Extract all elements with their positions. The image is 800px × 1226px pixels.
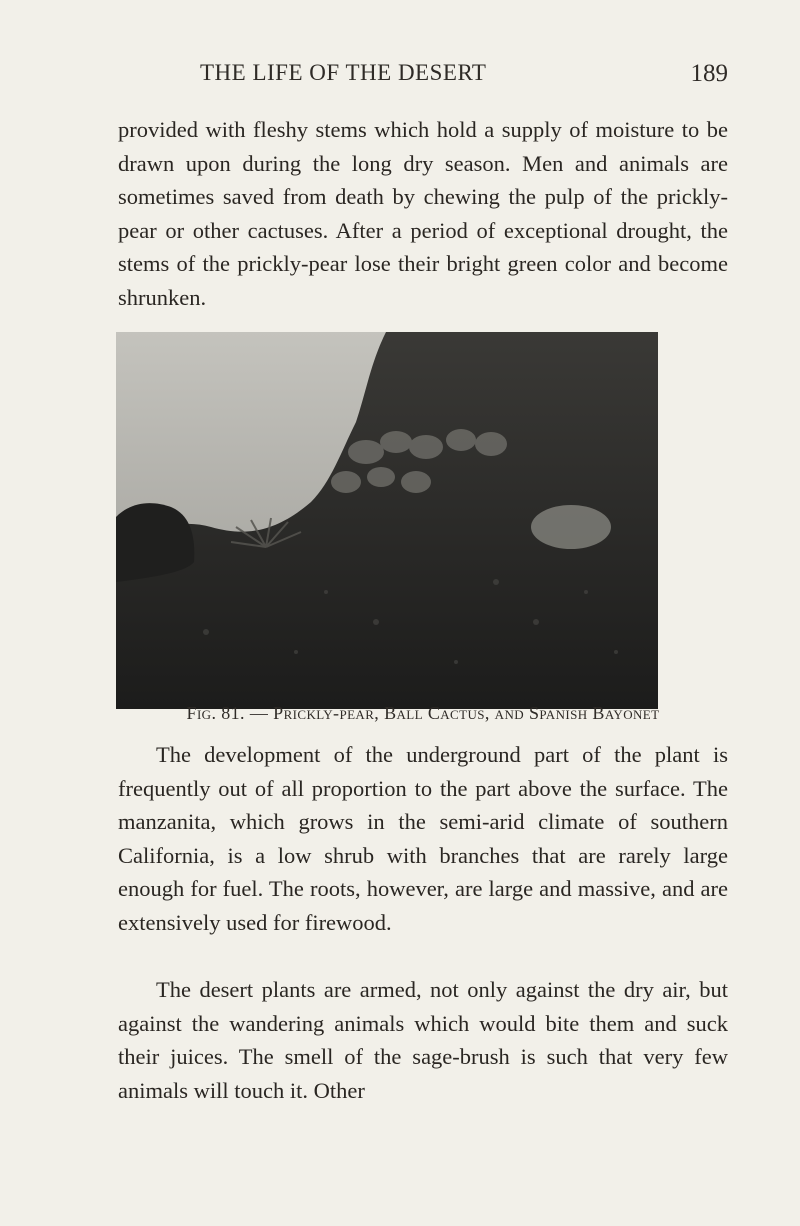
- paragraph-3: The desert plants are armed, not only against the dry air, but against the wandering animals which would bite them and suck their juices. The smell of the sage-brush is such that very few animals will touch it. Other: [118, 977, 728, 1103]
- page-number: 189: [690, 60, 728, 87]
- cactus-photo-illustration: [116, 332, 658, 709]
- running-head: [118, 60, 728, 94]
- figure-caption: Fig. 81. — Prickly-pear, Ball Cactus, and Spanish Bayonet: [186, 703, 660, 723]
- running-title: THE LIFE OF THE DESERT: [200, 60, 487, 85]
- paragraph-2: The development of the underground part of the plant is frequently out of all proportion to the part above the surface. The manzanita, which grows in the semi-arid climate of southern California, is a low shrub with branches that are rarely large enough for fuel. The roots, however, are large and massive, and are extensively used for firewood.: [118, 742, 728, 935]
- figure-photograph: [116, 332, 658, 709]
- paragraph-1: provided with fleshy stems which hold a supply of moisture to be drawn upon during the long dry season. Men and animals are sometimes saved from death by chewing the pulp of the prickly-pear or other cactuses. After a period of exceptional drought, the stems of the prickly-pear lose their bright green color and become shrunken.: [118, 117, 728, 310]
